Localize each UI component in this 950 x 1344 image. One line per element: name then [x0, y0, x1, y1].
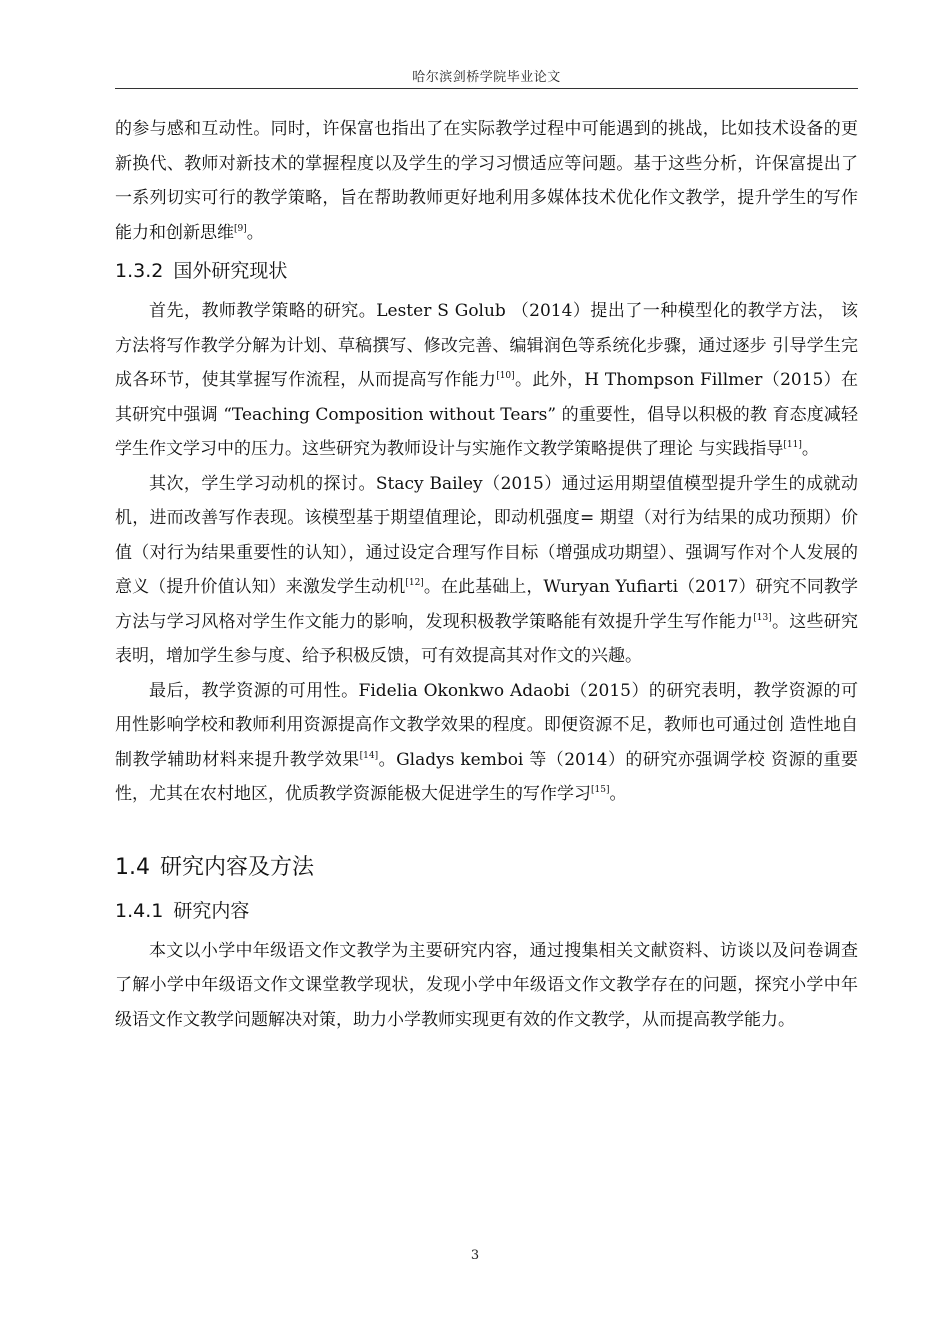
paragraph-text: 其次，学生学习动机的探讨。Stacy Bailey（2015）通过运用期望值模型提升学生的成就动机，进而改善写作表现。该模型基于期望值理论，即动机强度= 期望（对行为结果的成功预期）价值（对行为结果重要性的认知），通过设定合理写作目标（增强成功期望）、强调写作对个人发展的意义（提升价值认知）来激发学生动机	[115, 473, 858, 597]
paragraph-continuation	[115, 112, 858, 250]
paragraph-text: 本文以小学中年级语文作文教学为主要研究内容，通过搜集相关文献资料、访谈以及问卷调查了解小学中年级语文作文课堂教学现状，发现小学中年级语文作文教学存在的问题，探究小学中年级语文作文教学问题解决对策，助力小学教师实现更有效的作文教学，从而提高教学能力。	[115, 940, 858, 1030]
paragraph-end: 。	[246, 222, 264, 243]
citation-ref: [9]	[234, 223, 247, 234]
section-title: 国外研究现状	[173, 260, 288, 282]
citation-ref: [13]	[753, 612, 772, 623]
paragraph-text: 。这些研究表明，增加学生参与度、给予积极反馈，可有效提高其对作文的兴趣。	[115, 611, 859, 666]
paragraph-text: 。此外，H Thompson Fillmer（2015）在其研究中强调 “Teaching Composition without Tears” 的重要性，倡导以积极的教 育态度减轻学生作文学习中的压力。这些研究为教师设计与实施作文教学策略提供了理论 与实践指导	[115, 370, 859, 459]
citation-ref: [12]	[405, 578, 424, 588]
citation-ref: [14]	[359, 750, 379, 761]
section-heading-1-4	[115, 848, 858, 888]
paragraph-end: 。	[801, 439, 819, 459]
section-heading-1-4-1	[115, 894, 858, 928]
citation-ref: [10]	[496, 371, 515, 381]
paragraph-text: 。Gladys kemboi 等（2014）的研究亦强调学校 资源的重要性，尤其在农村地区，优质教学资源能极大促进学生的写作学习	[115, 749, 858, 804]
page-number: 3	[470, 1248, 480, 1263]
citation-ref: [11]	[783, 440, 802, 450]
section-number: 1.4	[115, 854, 150, 880]
paragraph-text: 的参与感和互动性。同时，许保富也指出了在实际教学过程中可能遇到的挑战，比如技术设备的更新换代、教师对新技术的掌握程度以及学生的学习习惯适应等问题。基于这些分析，许保富提出了一系列切实可行的教学策略，旨在帮助教师更好地利用多媒体技术优化作文教学，提升学生的写作能力和创新思维	[115, 119, 858, 243]
citation-ref: [15]	[591, 785, 610, 795]
paragraph-teaching-resources	[115, 674, 858, 812]
section-title: 研究内容	[173, 899, 250, 922]
paragraph-teaching-strategy	[115, 294, 858, 467]
paragraph-text: 首先，教师教学策略的研究。Lester S Golub （2014）提出了一种模型化的教学方法， 该方法将写作教学分解为计划、草稿撰写、修改完善、编辑润色等系统化步骤，通过逐步 引导学生完成各环节，使其掌握写作流程，从而提高写作能力	[115, 301, 858, 390]
paragraph-text: 最后，教学资源的可用性。Fidelia Okonkwo Adaobi（2015）的研究表明，教学资源的可 用性影响学校和教师利用资源提高作文教学效果的程度。即便资源不足，教师也可通过创 造性地自制教学辅助材料来提升教学效果	[115, 680, 858, 770]
page-body	[115, 112, 858, 1037]
paragraph-research-content	[115, 934, 858, 1038]
section-number: 1.4.1	[115, 899, 164, 922]
section-number: 1.3.2	[115, 260, 164, 282]
section-heading-1-3-2	[115, 254, 858, 288]
paragraph-learning-motivation	[115, 467, 858, 674]
section-title: 研究内容及方法	[160, 854, 315, 880]
running-header: 哈尔滨剑桥学院毕业论文	[412, 70, 561, 85]
paragraph-text: 。在此基础上，Wuryan Yufiarti（2017）研究不同教学方法与学习风格对学生作文能力的影响，发现积极教学策略能有效提升学生写作能力	[115, 577, 858, 632]
paragraph-end: 。	[609, 784, 627, 804]
header-rule	[115, 88, 858, 89]
